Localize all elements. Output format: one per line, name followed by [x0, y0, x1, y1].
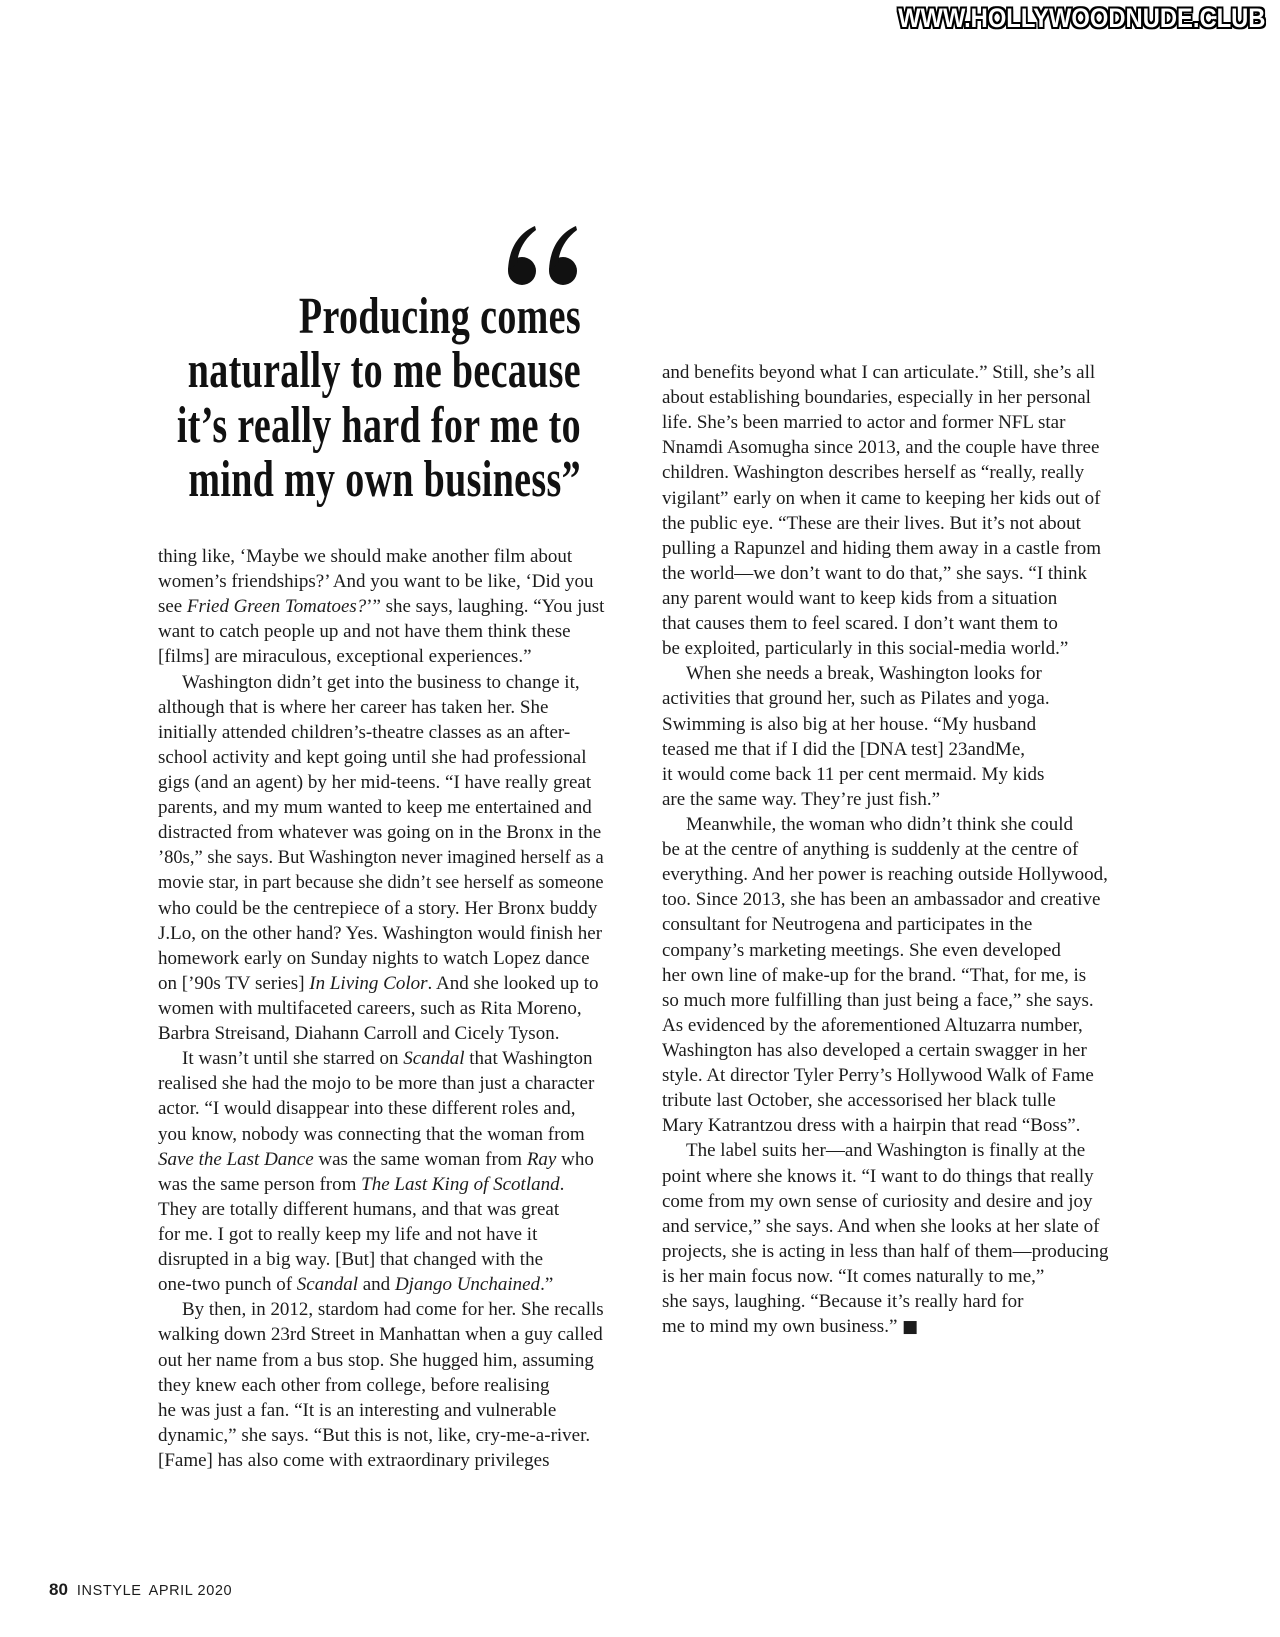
article-line [662, 762, 1108, 787]
article-line [662, 435, 1108, 460]
body-text: dynamic,” she says. “But this is not, like, cry-me-a-river. [158, 1424, 591, 1446]
article-line [662, 787, 1108, 812]
body-text: walking down 23rd Street in Manhattan when a guy called [158, 1324, 603, 1346]
article-line [662, 1038, 1108, 1063]
article-line [662, 963, 1108, 988]
body-text: you know, nobody was connecting that the woman from [158, 1123, 585, 1145]
article-line [662, 1264, 1108, 1289]
body-text: When she needs a break, Washington looks for [686, 663, 1042, 685]
article-line-text [182, 1297, 604, 1322]
pull-quote-line: Producing comes [298, 288, 581, 345]
article-line [158, 1021, 604, 1046]
italic-title: The Last King of Scotland [361, 1173, 560, 1195]
article-line [662, 988, 1108, 1013]
body-text: It wasn’t until she starred on [182, 1048, 404, 1070]
body-text: her own line of make-up for the brand. “That, for me, is [662, 964, 1087, 986]
article-line-text [662, 1264, 1044, 1289]
article-line [662, 1013, 1108, 1038]
body-text: style. At director Tyler Perry’s Hollywood Walk of Fame [662, 1065, 1094, 1087]
article-line [158, 921, 604, 946]
article-line [158, 795, 604, 820]
italic-title: Scandal [403, 1048, 465, 1070]
body-text: he was just a fan. “It is an interesting and vulnerable [158, 1399, 557, 1421]
body-text: who [556, 1148, 594, 1170]
body-text: and [358, 1274, 395, 1296]
body-text: be exploited, particularly in this social-media world.” [662, 638, 1069, 660]
italic-title: Save the Last Dance [158, 1148, 314, 1170]
article-line [158, 619, 604, 644]
article-line-text [158, 1247, 543, 1272]
article-line [158, 1322, 604, 1347]
body-text: As evidenced by the aforementioned Altuzarra number, [662, 1014, 1083, 1036]
article-line [662, 837, 1108, 862]
article-line-text [686, 1138, 1085, 1163]
article-line [662, 912, 1108, 937]
body-text: one-two punch of [158, 1274, 297, 1296]
body-text: point where she knows it. “I want to do things that really [662, 1165, 1094, 1187]
article-line-text [158, 619, 571, 644]
pull-quote [0, 290, 581, 508]
article-line-text [158, 544, 572, 569]
body-text: be at the centre of anything is suddenly at the centre of [662, 839, 1079, 861]
article-line [158, 1197, 604, 1222]
article-line-text [158, 1071, 594, 1096]
article-line-text [158, 1398, 556, 1423]
article-paragraph [158, 544, 604, 670]
body-text: .” [540, 1274, 554, 1296]
body-text: Nnamdi Asomugha since 2013, and the couple have three [662, 437, 1100, 459]
article-line [662, 611, 1108, 636]
body-text: are the same way. They’re just fish.” [662, 788, 941, 810]
article-line-text [662, 1038, 1087, 1063]
article-line-text [158, 1021, 559, 1046]
article-column-right [662, 360, 1108, 1339]
body-text: Barbra Streisand, Diahann Carroll and Cicely Tyson. [158, 1023, 560, 1045]
article-line-text [662, 561, 1087, 586]
article-line-text [662, 963, 1086, 988]
article-line [662, 661, 1108, 686]
article-line-text [158, 1096, 576, 1121]
article-line [662, 1113, 1108, 1138]
article-line [662, 862, 1108, 887]
article-line [662, 511, 1108, 536]
body-text: for me. I got to really keep my life and not have it [158, 1223, 538, 1245]
body-text: company’s marketing meetings. She even developed [662, 939, 1061, 961]
body-text: any parent would want to keep kids from a situation [662, 587, 1058, 609]
body-text: they knew each other from college, before realising [158, 1374, 550, 1396]
body-text: although that is where her career has taken her. She [158, 696, 549, 718]
body-text: teased me that if I did the [DNA test] 23andMe, [662, 738, 1026, 760]
pull-quote-line: naturally to me because [187, 342, 581, 400]
article-line-text [158, 870, 604, 895]
article-line-text [158, 1423, 590, 1448]
body-text: They are totally different humans, and that was great [158, 1198, 560, 1220]
article-line-text [158, 845, 604, 870]
body-text: J.Lo, on the other hand? Yes. Washington would finish her [158, 922, 603, 944]
article-line [662, 712, 1108, 737]
body-text: too. Since 2013, she has been an ambassador and creative [662, 889, 1101, 911]
article-paragraph [662, 812, 1108, 1138]
article-line [158, 1272, 604, 1297]
article-line-text [662, 1314, 918, 1340]
article-line [158, 1348, 604, 1373]
article-line [158, 1423, 604, 1448]
body-text: everything. And her power is reaching outside Hollywood, [662, 864, 1108, 886]
watermark: WWW.HOLLYWOODNUDE.CLUB [897, 3, 1265, 33]
body-text: [Fame] has also come with extraordinary privileges [158, 1449, 550, 1471]
article-line [158, 1373, 604, 1398]
article-line-text [662, 511, 1081, 536]
article-line [158, 1398, 604, 1423]
article-line-text [662, 837, 1078, 862]
body-text: By then, in 2012, stardom had come for her. She recalls [182, 1299, 604, 1321]
body-text: me to mind my own business.” [662, 1316, 903, 1338]
article-line-text [662, 460, 1084, 485]
article-line-text [158, 1373, 549, 1398]
article-line [158, 745, 604, 770]
article-line-text [182, 670, 580, 695]
body-text: she says, laughing. “Because it’s really hard for [662, 1291, 1024, 1313]
article-line [662, 486, 1108, 511]
article-line [158, 845, 604, 870]
article-line [662, 1164, 1108, 1189]
article-line [662, 1214, 1108, 1239]
article-line [158, 594, 604, 619]
article-line-text [158, 795, 592, 820]
body-text: ’80s,” she says. But Washington never imagined herself as a [158, 847, 604, 869]
article-line [158, 770, 604, 795]
body-text: vigilant” early on when it came to keeping her kids out of [662, 487, 1101, 509]
article-line [158, 820, 604, 845]
page-number: 80 [49, 1580, 68, 1599]
body-text: women’s friendships?’ And you want to be like, ‘Did you [158, 571, 594, 593]
article-line-text [182, 1046, 592, 1071]
article-line [158, 896, 604, 921]
body-text: . And she looked up to [427, 972, 599, 994]
article-line [158, 569, 604, 594]
article-line [158, 1096, 604, 1121]
article-line-text [662, 1164, 1094, 1189]
article-line [662, 938, 1108, 963]
body-text: pulling a Rapunzel and hiding them away in a castle from [662, 537, 1101, 559]
body-text: and service,” she says. And when she looks at her slate of [662, 1215, 1100, 1237]
article-line [662, 737, 1108, 762]
article-line-text [158, 1448, 550, 1473]
article-line-text [158, 1122, 585, 1147]
article-line-text [686, 812, 1073, 837]
body-text: parents, and my mum wanted to keep me entertained and [158, 797, 592, 819]
article-line [158, 670, 604, 695]
article-line [662, 812, 1108, 837]
body-text: realised she had the mojo to be more than just a character [158, 1073, 595, 1095]
body-text: projects, she is acting in less than half of them—producing [662, 1240, 1109, 1262]
body-text: actor. “I would disappear into these different roles and, [158, 1098, 576, 1120]
body-text: women with multifaceted careers, such as Rita Moreno, [158, 997, 582, 1019]
article-line-text [662, 1189, 1093, 1214]
article-line-text [662, 360, 1095, 385]
italic-title: Scandal [296, 1274, 358, 1296]
body-text: consultant for Neutrogena and participates in the [662, 914, 1033, 936]
article-line [662, 360, 1108, 385]
body-text: that causes them to feel scared. I don’t want them to [662, 613, 1058, 635]
body-text: Washington has also developed a certain swagger in her [662, 1039, 1087, 1061]
article-line-text [662, 586, 1057, 611]
body-text: want to catch people up and not have them think these [158, 621, 571, 643]
article-line-text [158, 695, 548, 720]
article-line-text [158, 1197, 559, 1222]
article-paragraph [158, 670, 604, 1047]
article-paragraph [662, 661, 1108, 812]
issue-date: APRIL 2020 [148, 1583, 233, 1599]
article-line [662, 1088, 1108, 1113]
body-text: the public eye. “These are their lives. But it’s not about [662, 512, 1081, 534]
body-text: . [559, 1173, 565, 1195]
body-text: it would come back 11 per cent mermaid. My kids [662, 763, 1045, 785]
body-text: activities that ground her, such as Pilates and yoga. [662, 688, 1050, 710]
body-text: Mary Katrantzou dress with a hairpin that read “Boss”. [662, 1115, 1081, 1137]
article-line [662, 1289, 1108, 1314]
body-text: ’” she says, laughing. “You just [366, 596, 605, 618]
body-text: movie star, in part because she didn’t see herself as someone [158, 872, 604, 894]
article-line-text [158, 1348, 594, 1373]
article-line [158, 870, 604, 895]
article-line-text [158, 896, 597, 921]
body-text: was the same person from [158, 1173, 362, 1195]
body-text: initially attended children’s-theatre classes as an after- [158, 721, 571, 743]
body-text: Washington didn’t get into the business to change it, [182, 671, 580, 693]
article-line [662, 586, 1108, 611]
article-line-text [158, 1172, 564, 1197]
article-line-text [662, 938, 1061, 963]
article-line-text [158, 594, 604, 619]
article-line-text [662, 636, 1068, 661]
article-line-text [662, 1214, 1099, 1239]
body-text: on [’90s TV series] [158, 972, 310, 994]
article-line-text [662, 410, 1065, 435]
article-column-left [158, 544, 604, 1473]
article-line [662, 385, 1108, 410]
article-line-text [662, 737, 1025, 762]
article-line-text [158, 921, 602, 946]
article-line-text [158, 644, 532, 669]
article-line-text [662, 787, 940, 812]
article-line-text [662, 912, 1032, 937]
article-line [158, 695, 604, 720]
article-line-text [158, 996, 582, 1021]
article-line-text [158, 1322, 603, 1347]
article-line [662, 1189, 1108, 1214]
article-line [662, 1063, 1108, 1088]
pull-quote-line: it’s really hard for me to [176, 396, 581, 454]
body-text: that Washington [464, 1048, 593, 1070]
body-text: is her main focus now. “It comes naturally to me,” [662, 1265, 1045, 1287]
article-line-text [158, 745, 586, 770]
body-text: tribute last October, she accessorised her black tulle [662, 1090, 1056, 1112]
article-line-text [158, 569, 594, 594]
article-line [662, 536, 1108, 561]
body-text: school activity and kept going until she had professional [158, 746, 587, 768]
article-line [662, 1239, 1108, 1264]
body-text: so much more fulfilling than just being a face,” she says. [662, 989, 1094, 1011]
article-line [158, 1147, 604, 1172]
article-line-text [662, 611, 1058, 636]
body-text: Meanwhile, the woman who didn’t think she could [686, 813, 1073, 835]
article-line [662, 1314, 1108, 1339]
article-line [158, 1046, 604, 1071]
page-footer [49, 1580, 232, 1600]
article-line [158, 996, 604, 1021]
article-line [158, 1297, 604, 1322]
open-quote-icon [505, 224, 578, 286]
body-text: disrupted in a big way. [But] that changed with the [158, 1249, 544, 1271]
article-line-text [662, 435, 1099, 460]
article-line-text [158, 770, 591, 795]
body-text: life. She’s been married to actor and former NFL star [662, 412, 1066, 434]
article-line-text [662, 1088, 1056, 1113]
article-line-text [158, 946, 590, 971]
article-line-text [662, 862, 1108, 887]
article-line-text [662, 1239, 1108, 1264]
article-line [158, 971, 604, 996]
article-line [158, 1222, 604, 1247]
body-text: distracted from whatever was going on in the Bronx in the [158, 822, 602, 844]
article-line [158, 1247, 604, 1272]
article-line-text [662, 1289, 1023, 1314]
article-line [158, 544, 604, 569]
article-line-text [662, 988, 1094, 1013]
body-text: come from my own sense of curiosity and desire and joy [662, 1190, 1093, 1212]
article-line [662, 887, 1108, 912]
article-line [158, 644, 604, 669]
article-line [662, 1138, 1108, 1163]
article-paragraph [158, 1046, 604, 1297]
body-text: thing like, ‘Maybe we should make another film about [158, 546, 573, 567]
pull-quote-line: mind my own business” [188, 451, 581, 509]
article-line [662, 410, 1108, 435]
article-line-text [662, 1063, 1094, 1088]
article-line-text [158, 720, 570, 745]
article-line [158, 720, 604, 745]
article-line-text [662, 385, 1091, 410]
body-text: Swimming is also big at her house. “My husband [662, 713, 1037, 735]
italic-title: Fried Green Tomatoes? [186, 596, 367, 618]
article-paragraph [662, 1138, 1108, 1339]
article-line [158, 1448, 604, 1473]
article-line-text [662, 686, 1050, 711]
article-line-text [662, 1113, 1080, 1138]
article-line [158, 946, 604, 971]
body-text: see [158, 596, 187, 618]
article-line [662, 636, 1108, 661]
body-text: [films] are miraculous, exceptional experiences.” [158, 646, 532, 668]
article-line [158, 1122, 604, 1147]
article-line-text [158, 1147, 594, 1172]
article-paragraph [158, 1297, 604, 1473]
body-text: who could be the centrepiece of a story. Her Bronx buddy [158, 897, 598, 919]
body-text: was the same woman from [313, 1148, 527, 1170]
article-line [158, 1172, 604, 1197]
article-paragraph [662, 360, 1108, 661]
article-line-text [158, 1222, 537, 1247]
article-line-text [662, 712, 1036, 737]
article-line-text [662, 887, 1100, 912]
body-text: children. Washington describes herself as “really, really [662, 462, 1085, 484]
article-line-text [158, 820, 601, 845]
article-line-text [662, 762, 1044, 787]
article-line [158, 1071, 604, 1096]
body-text: homework early on Sunday nights to watch Lopez dance [158, 947, 590, 969]
article-line [662, 460, 1108, 485]
article-line-text [158, 971, 599, 996]
article-line-text [686, 661, 1042, 686]
article-line-text [662, 486, 1100, 511]
publication-name: INSTYLE [76, 1583, 142, 1599]
article-line-text [158, 1272, 553, 1297]
end-mark-icon: ■ [902, 1317, 919, 1338]
italic-title: In Living Color [309, 972, 428, 994]
body-text: gigs (and an agent) by her mid-teens. “I have really great [158, 771, 592, 793]
body-text: about establishing boundaries, especially in her personal [662, 387, 1091, 409]
body-text: out her name from a bus stop. She hugged him, assuming [158, 1349, 594, 1371]
italic-title: Django Unchained [394, 1274, 541, 1296]
body-text: and benefits beyond what I can articulate.” Still, she’s all [662, 362, 1096, 383]
article-line [662, 561, 1108, 586]
body-text: the world—we don’t want to do that,” she says. “I think [662, 562, 1087, 584]
italic-title: Ray [526, 1148, 557, 1170]
article-line-text [662, 536, 1101, 561]
article-line [662, 686, 1108, 711]
body-text: The label suits her—and Washington is finally at the [686, 1140, 1086, 1162]
article-line-text [662, 1013, 1083, 1038]
